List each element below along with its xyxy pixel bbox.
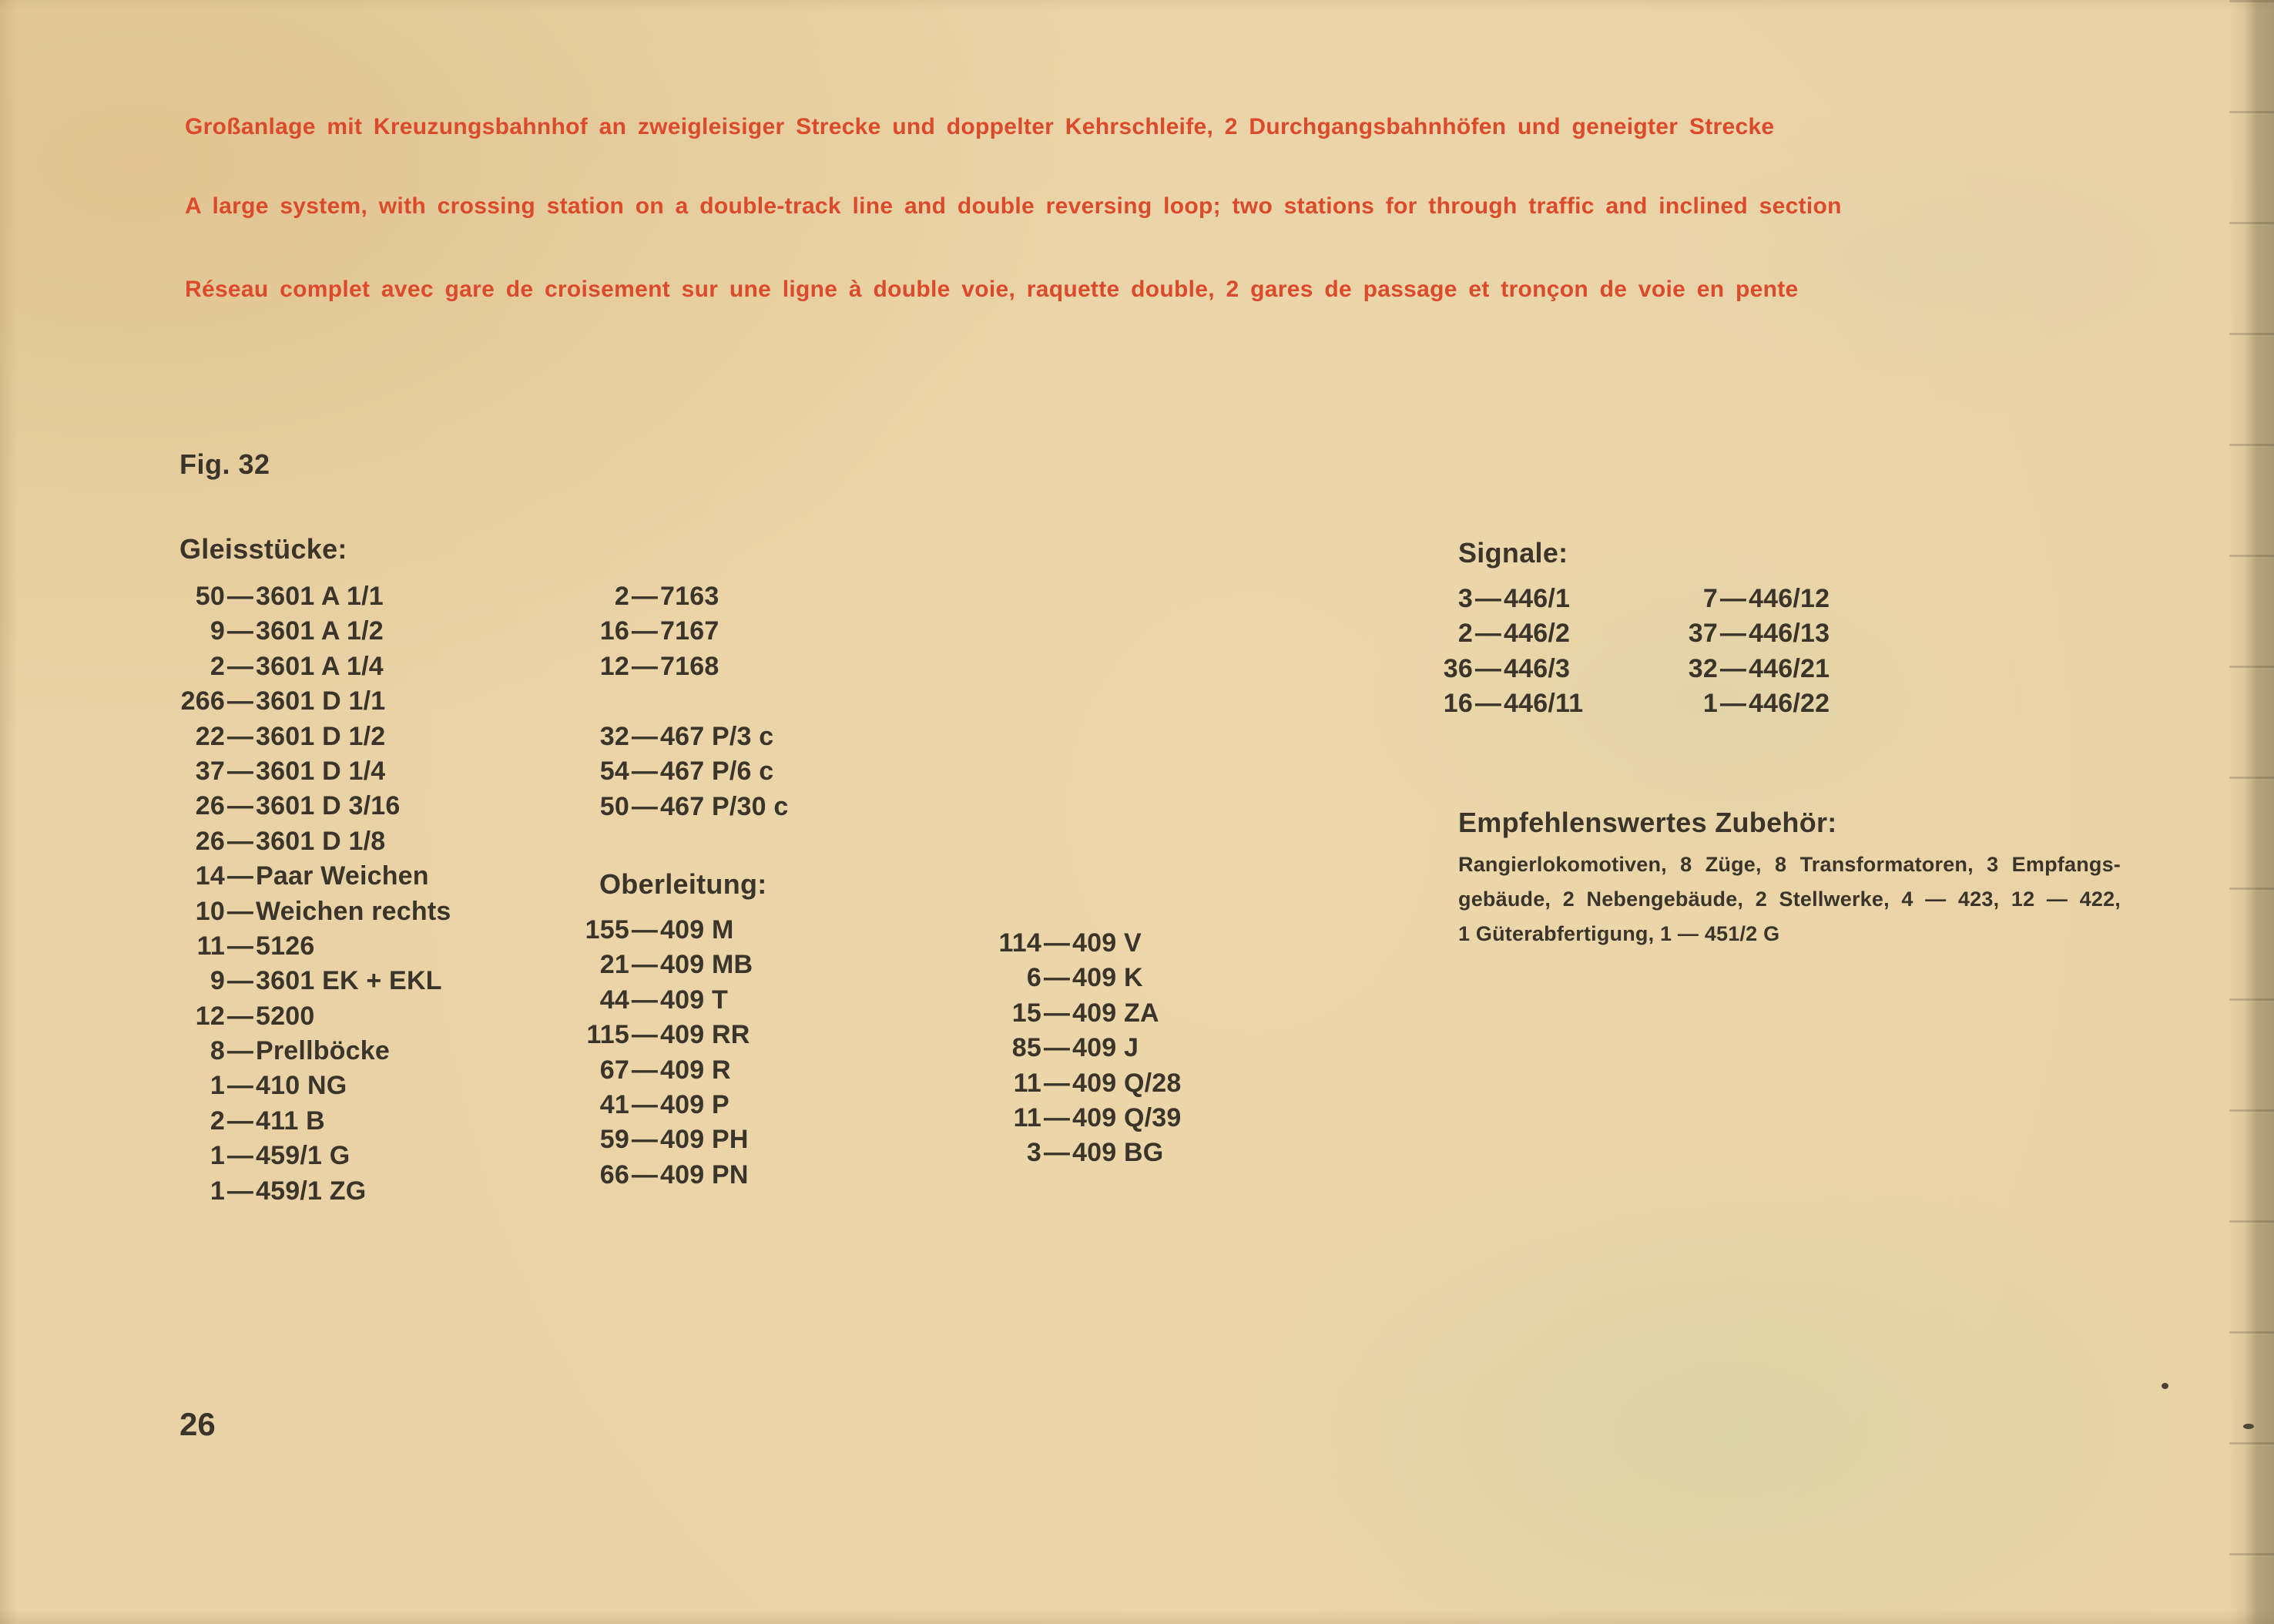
figure-label: Fig. 32 (179, 448, 270, 480)
item-label: 459/1 ZG (256, 1176, 367, 1206)
item-dash: — (226, 1001, 254, 1031)
item-label: Prellböcke (256, 1036, 390, 1066)
paper-speck (2162, 1383, 2168, 1389)
item-label: Paar Weichen (256, 861, 429, 891)
item-label: 446/13 (1749, 619, 1830, 649)
item-count: 8 (210, 1036, 225, 1066)
item-label: 409 K (1072, 963, 1143, 993)
list-item (574, 790, 788, 824)
item-count: 12 (599, 651, 629, 681)
list-item (986, 1066, 1182, 1101)
item-dash: — (226, 861, 254, 891)
list-item (574, 649, 719, 684)
item-count: 85 (1011, 1033, 1041, 1063)
item-label: 446/3 (1504, 653, 1571, 683)
parts-list-signals-col2 (1662, 582, 1830, 722)
item-count: 37 (1688, 619, 1718, 649)
item-label: 409 P (660, 1089, 729, 1119)
item-count: 2 (210, 651, 225, 681)
list-item (574, 720, 788, 754)
item-label: Weichen rechts (256, 896, 451, 926)
item-label: 409 RR (660, 1020, 750, 1050)
item-label: 467 P/6 c (660, 757, 774, 787)
list-item (169, 720, 451, 754)
item-dash: — (226, 791, 254, 821)
item-count: 2 (614, 582, 629, 611)
item-count: 3 (1457, 584, 1473, 613)
item-dash: — (631, 582, 659, 611)
item-label: 3601 D 1/8 (256, 826, 386, 856)
item-count: 54 (599, 757, 629, 787)
item-count: 7 (1702, 584, 1718, 613)
item-count: 16 (1443, 689, 1473, 719)
item-label: 459/1 G (256, 1141, 350, 1171)
item-dash: — (226, 686, 254, 716)
list-item (1662, 582, 1830, 616)
list-item (169, 894, 451, 929)
item-count: 32 (1688, 653, 1718, 683)
item-count: 37 (195, 756, 225, 786)
item-dash: — (226, 651, 254, 681)
item-label: 409 J (1072, 1033, 1139, 1063)
item-label: 467 P/3 c (660, 722, 774, 751)
item-dash: — (1043, 963, 1071, 993)
item-label: 446/1 (1504, 584, 1571, 613)
item-count: 9 (210, 966, 225, 996)
list-item (986, 961, 1182, 995)
item-count: 9 (210, 616, 225, 646)
item-label: 409 MB (660, 950, 753, 980)
list-item (574, 1088, 753, 1122)
item-dash: — (631, 950, 659, 980)
item-label: 3601 EK + EKL (256, 966, 442, 996)
item-count: 114 (998, 928, 1041, 958)
item-dash: — (1474, 584, 1502, 613)
item-dash: — (226, 616, 254, 646)
item-label: 409 PH (660, 1125, 749, 1155)
item-dash: — (226, 582, 254, 611)
item-count: 21 (599, 950, 629, 980)
item-count: 115 (586, 1020, 629, 1050)
item-count: 2 (1457, 619, 1473, 649)
list-item (169, 684, 451, 719)
item-count: 67 (599, 1055, 629, 1085)
list-item (1437, 686, 1583, 721)
list-item (1662, 616, 1830, 651)
item-label: 446/2 (1504, 619, 1571, 649)
list-item (169, 824, 451, 859)
caption-english: A large system, with crossing station on a double-track line and double reversing loop; two stations for through traffic and inclined section (185, 193, 1842, 219)
item-count: 50 (195, 582, 225, 611)
item-count: 26 (195, 826, 225, 856)
item-label: 5200 (256, 1001, 315, 1031)
list-item (169, 579, 451, 614)
item-dash: — (1719, 689, 1747, 719)
list-item (986, 1136, 1182, 1170)
item-label: 7168 (660, 651, 719, 681)
item-dash: — (1043, 1138, 1071, 1168)
item-dash: — (226, 826, 254, 856)
list-item (574, 1158, 753, 1193)
item-label: 409 V (1072, 928, 1142, 958)
paragraph-line: Rangierlokomotiven, 8 Züge, 8 Transformatoren, 3 Empfangs- (1458, 853, 2121, 876)
item-label: 409 BG (1072, 1138, 1164, 1168)
item-dash: — (631, 757, 659, 787)
item-count: 36 (1443, 653, 1473, 683)
caption-french: Réseau complet avec gare de croisement sur une ligne à double voie, raquette double, 2 gares de passage et tronçon de voie en pente (185, 277, 1799, 302)
parts-list-catenary-col1 (574, 913, 753, 1193)
item-count: 2 (210, 1106, 225, 1136)
list-item (1662, 686, 1830, 721)
item-dash: — (226, 721, 254, 751)
item-label: 3601 D 1/4 (256, 756, 386, 786)
item-label: 3601 A 1/1 (256, 582, 384, 611)
item-count: 1 (210, 1141, 225, 1171)
item-count: 41 (599, 1089, 629, 1119)
list-item (169, 999, 451, 1034)
item-dash: — (1043, 1068, 1071, 1098)
item-count: 14 (195, 861, 225, 891)
page-number: 26 (179, 1406, 216, 1442)
item-count: 1 (1702, 689, 1718, 719)
item-count: 6 (1026, 963, 1041, 993)
section-title-gleisstuecke: Gleisstücke: (179, 533, 347, 565)
list-item (574, 754, 788, 789)
list-item (1437, 616, 1583, 651)
item-dash: — (631, 791, 659, 821)
item-count: 3 (1026, 1138, 1041, 1168)
item-dash: — (226, 1071, 254, 1101)
item-label: 446/11 (1504, 689, 1584, 719)
list-item (1437, 582, 1583, 616)
list-item (169, 964, 451, 998)
item-count: 11 (1013, 1102, 1041, 1132)
item-count: 22 (195, 721, 225, 751)
parts-list-track-col2-bottom (574, 720, 788, 824)
item-count: 44 (599, 985, 629, 1015)
paragraph-line: 1 Güterabfertigung, 1 — 451/2 G (1458, 922, 1780, 945)
list-item (574, 579, 719, 614)
list-item (574, 1122, 753, 1157)
item-count: 66 (599, 1159, 629, 1189)
item-label: 3601 D 3/16 (256, 791, 401, 821)
item-dash: — (1474, 619, 1502, 649)
item-count: 155 (585, 915, 629, 945)
item-count: 59 (599, 1125, 629, 1155)
item-label: 3601 D 1/1 (256, 686, 386, 716)
parts-list-signals-col1 (1437, 582, 1583, 722)
item-count: 11 (196, 931, 225, 961)
item-dash: — (631, 722, 659, 751)
item-dash: — (226, 966, 254, 996)
list-item (574, 983, 753, 1018)
item-dash: — (631, 651, 659, 681)
item-count: 266 (180, 686, 225, 716)
item-dash: — (631, 915, 659, 945)
item-dash: — (226, 756, 254, 786)
list-item (169, 1139, 451, 1173)
item-label: 409 M (660, 915, 734, 945)
item-dash: — (1719, 653, 1747, 683)
item-label: 467 P/30 c (660, 791, 789, 821)
item-label: 3601 A 1/2 (256, 616, 384, 646)
page-edge (2229, 0, 2274, 1624)
item-dash: — (226, 1176, 254, 1206)
item-count: 11 (1013, 1068, 1041, 1098)
item-dash: — (226, 896, 254, 926)
recommended-accessories-text (1458, 847, 2121, 951)
item-dash: — (1043, 1033, 1071, 1063)
item-dash: — (631, 1159, 659, 1189)
list-item (169, 1069, 451, 1103)
item-count: 32 (599, 722, 629, 751)
list-item (169, 929, 451, 964)
list-item (574, 1053, 753, 1088)
list-item (986, 996, 1182, 1031)
item-label: 7163 (660, 582, 719, 611)
item-dash: — (1043, 998, 1071, 1028)
item-label: 409 Q/39 (1072, 1102, 1182, 1132)
item-dash: — (1719, 619, 1747, 649)
item-dash: — (631, 1125, 659, 1155)
parts-list-track-col1 (169, 579, 451, 1209)
item-label: 411 B (256, 1106, 325, 1136)
list-item (169, 859, 451, 894)
item-count: 12 (195, 1001, 225, 1031)
list-item (986, 1101, 1182, 1136)
item-dash: — (1043, 928, 1071, 958)
item-label: 409 ZA (1072, 998, 1159, 1028)
list-item (1662, 652, 1830, 686)
list-item (986, 1031, 1182, 1065)
item-dash: — (1474, 689, 1502, 719)
list-item (1437, 652, 1583, 686)
list-item (169, 754, 451, 789)
list-item (169, 614, 451, 649)
item-label: 409 R (660, 1055, 731, 1085)
item-dash: — (631, 1020, 659, 1050)
item-label: 446/22 (1749, 689, 1830, 719)
item-dash: — (226, 1036, 254, 1066)
item-label: 446/21 (1749, 653, 1830, 683)
item-dash: — (1474, 653, 1502, 683)
list-item (169, 1034, 451, 1069)
item-label: 3601 A 1/4 (256, 651, 384, 681)
item-label: 7167 (660, 616, 719, 646)
section-title-signale: Signale: (1458, 537, 1568, 569)
list-item (574, 1018, 753, 1052)
item-dash: — (226, 1141, 254, 1171)
list-item (169, 1104, 451, 1139)
item-dash: — (631, 1055, 659, 1085)
item-count: 1 (210, 1071, 225, 1101)
item-label: 409 Q/28 (1072, 1068, 1182, 1098)
item-dash: — (631, 985, 659, 1015)
section-title-zubehoer: Empfehlenswertes Zubehör: (1458, 807, 1837, 838)
item-count: 1 (210, 1176, 225, 1206)
list-item (986, 926, 1182, 961)
section-title-oberleitung: Oberleitung: (599, 868, 767, 900)
item-dash: — (631, 616, 659, 646)
list-item (574, 614, 719, 649)
item-label: 410 NG (256, 1071, 347, 1101)
parts-list-catenary-col2 (986, 926, 1182, 1171)
item-dash: — (1043, 1102, 1071, 1132)
item-label: 5126 (256, 931, 315, 961)
paragraph-line: gebäude, 2 Nebengebäude, 2 Stellwerke, 4 — 423, 12 — 422, (1458, 887, 2121, 911)
item-count: 15 (1011, 998, 1041, 1028)
parts-list-track-col2-top (574, 579, 719, 684)
item-dash: — (226, 931, 254, 961)
item-label: 446/12 (1749, 584, 1830, 613)
list-item (574, 948, 753, 982)
item-label: 409 T (660, 985, 728, 1015)
list-item (169, 1174, 451, 1209)
list-item (574, 913, 753, 948)
item-dash: — (1719, 584, 1747, 613)
item-label: 3601 D 1/2 (256, 721, 386, 751)
item-label: 409 PN (660, 1159, 749, 1189)
item-count: 16 (599, 616, 629, 646)
item-count: 26 (195, 791, 225, 821)
item-dash: — (631, 1089, 659, 1119)
item-dash: — (226, 1106, 254, 1136)
list-item (169, 789, 451, 824)
item-count: 10 (195, 896, 225, 926)
list-item (169, 649, 451, 684)
item-count: 50 (599, 791, 629, 821)
caption-german: Großanlage mit Kreuzungsbahnhof an zweigleisiger Strecke und doppelter Kehrschleife, 2 Durchgangsbahnhöfen und geneigter Strecke (185, 114, 1775, 139)
